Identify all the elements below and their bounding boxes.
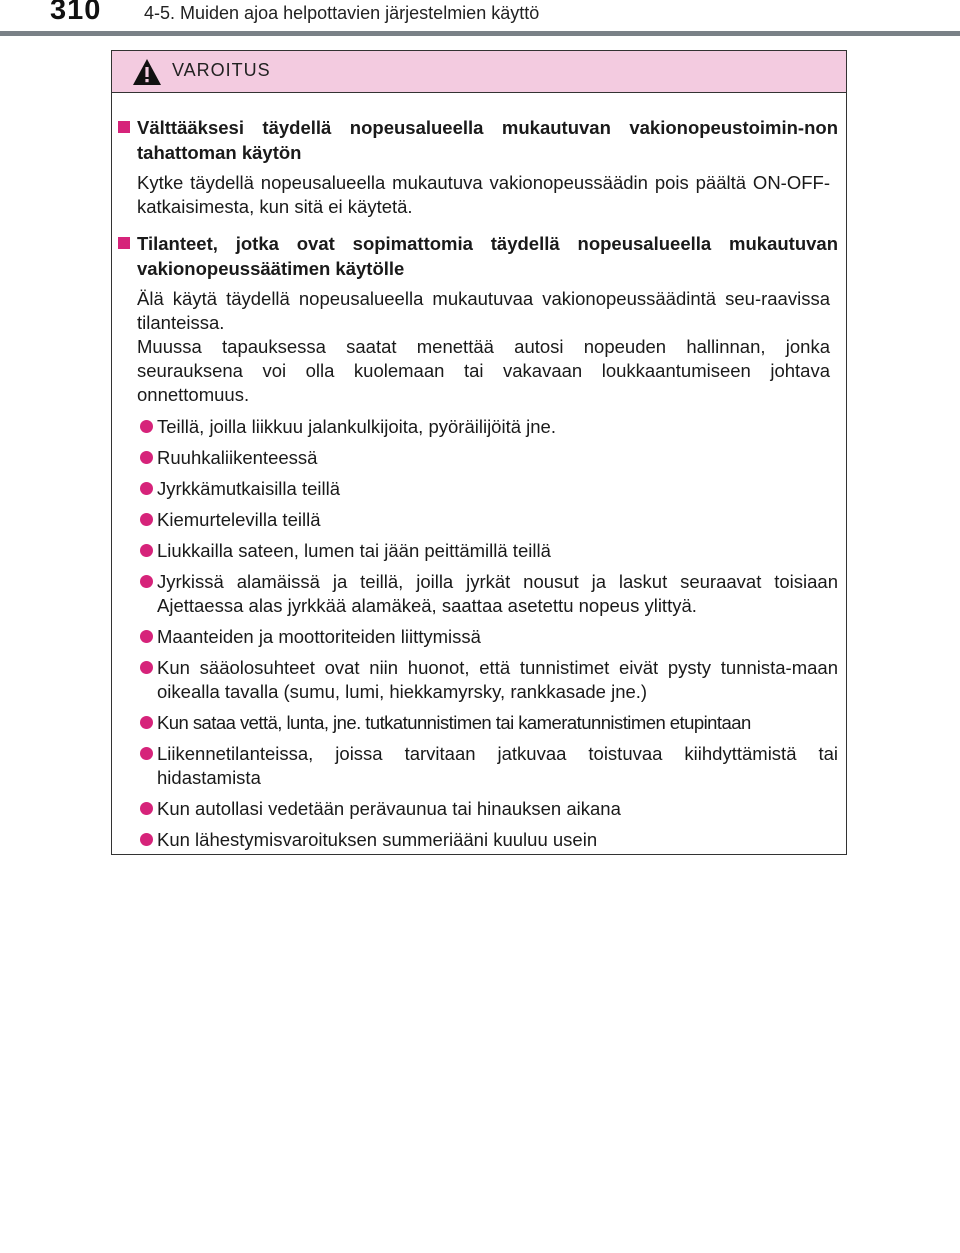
list-item-text: Kun autollasi vedetään perävaunua tai hinauksen aikana (157, 798, 621, 819)
round-bullet-icon (140, 716, 153, 729)
round-bullet-icon (140, 513, 153, 526)
round-bullet-icon (140, 630, 153, 643)
list-item-text: Kiemurtelevilla teillä (157, 509, 321, 530)
warning-triangle-icon (132, 58, 162, 86)
warning-label: VAROITUS (172, 60, 271, 80)
warning-box (111, 50, 847, 855)
list-item-text: Kun lähestymisvaroituksen summeriääni kuuluu usein (157, 829, 598, 850)
page-header (0, 0, 960, 34)
list-item-text: Teillä, joilla liikkuu jalankulkijoita, pyöräilijöitä jne. (157, 416, 556, 437)
list-item-text: Jyrkissä alamäissä ja teillä, joilla jyrkät nousut ja laskut seuraavat toisiaan Ajettaessa alas jyrkkää alamäkeä, saattaa asetettu nopeus ylittyä. (157, 571, 838, 616)
round-bullet-icon (140, 420, 153, 433)
round-bullet-icon (140, 482, 153, 495)
condition-list (112, 415, 846, 852)
header-rule (0, 31, 960, 36)
warning-content (112, 93, 846, 852)
list-item-text: Liikennetilanteissa, joissa tarvitaan jatkuvaa toistuvaa kiihdyttämistä tai hidastamista (157, 743, 838, 788)
list-item-text: Ruuhkaliikenteessä (157, 447, 318, 468)
section-body: Kytke täydellä nopeusalueella mukautuva vakionopeussäädin pois päältä ON-OFF-katkaisimesta, kun sitä ei käytetä. (137, 172, 830, 217)
list-item (112, 415, 846, 439)
chapter-title: 4-5. Muiden ajoa helpottavien järjestelmien käyttö (144, 3, 540, 23)
list-item-text: Kun sääolosuhteet ovat niin huonot, että tunnistimet eivät pysty tunnista-maan oikealla tavalla (sumu, lumi, hiekkamyrsky, rankkasade jne.) (157, 657, 838, 702)
list-item (112, 508, 846, 532)
warning-header (112, 51, 846, 93)
list-item-text: Kun sataa vettä, lunta, jne. tutkatunnistimen tai kameratunnistimen etupintaan (157, 712, 751, 733)
square-bullet-icon (118, 237, 130, 249)
page-number: 310 (50, 0, 102, 26)
section-heading-text: Tilanteet, jotka ovat sopimattomia täydellä nopeusalueella mukautuvan vakionopeussäätimen käytölle (137, 233, 838, 279)
round-bullet-icon (140, 802, 153, 815)
square-bullet-icon (118, 121, 130, 133)
section-heading-text: Välttääksesi täydellä nopeusalueella mukautuvan vakionopeustoimin-non tahattoman käytön (137, 117, 838, 163)
section-heading (112, 115, 846, 165)
list-item (112, 625, 846, 649)
list-item (112, 539, 846, 563)
section-body: Muussa tapauksessa saatat menettää autosi nopeuden hallinnan, jonka seurauksena voi olla kuolemaan tai vakavaan loukkaantumiseen johtava onnettomuus. (137, 336, 830, 405)
list-item (112, 570, 846, 618)
section-body: Älä käytä täydellä nopeusalueella mukautuvaa vakionopeussäädintä seu-raavissa tilanteissa. (137, 288, 830, 333)
round-bullet-icon (140, 833, 153, 846)
list-item (112, 742, 846, 790)
list-item-text: Maanteiden ja moottoriteiden liittymissä (157, 626, 481, 647)
section-heading (112, 231, 846, 281)
list-item (112, 446, 846, 470)
list-item (112, 711, 846, 735)
round-bullet-icon (140, 544, 153, 557)
list-item-text: Jyrkkämutkaisilla teillä (157, 478, 340, 499)
list-item (112, 828, 846, 852)
round-bullet-icon (140, 451, 153, 464)
list-item (112, 477, 846, 501)
list-item (112, 656, 846, 704)
list-item-text: Liukkailla sateen, lumen tai jään peittämillä teillä (157, 540, 551, 561)
round-bullet-icon (140, 575, 153, 588)
list-item (112, 797, 846, 821)
round-bullet-icon (140, 747, 153, 760)
round-bullet-icon (140, 661, 153, 674)
